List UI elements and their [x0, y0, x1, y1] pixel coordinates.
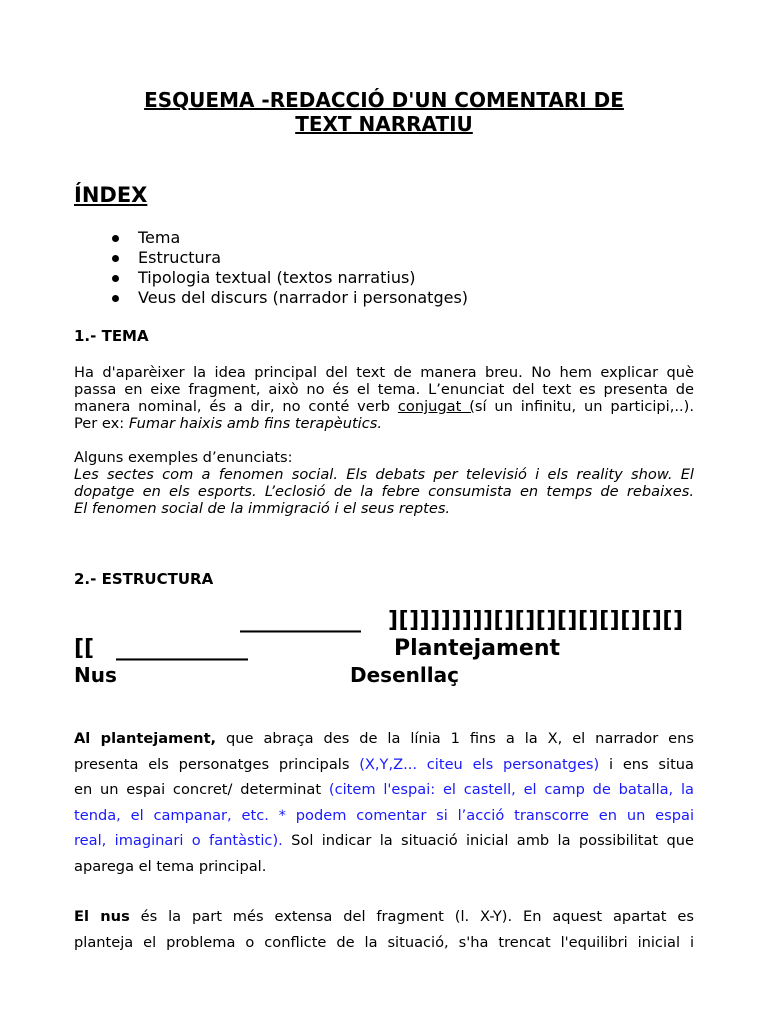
bullet-icon — [112, 255, 119, 262]
examples-label: Alguns exemples d’enunciats: — [74, 449, 293, 466]
document-title-line2: TEXT NARRATIU — [295, 112, 473, 136]
index-item: Estructura — [108, 248, 468, 268]
structure-label-nus: Nus — [74, 663, 117, 687]
structure-blank-line-2: ____________ — [116, 636, 248, 661]
section-heading-tema: 1.- TEMA — [74, 327, 149, 345]
bullet-icon — [112, 275, 119, 282]
index-item: Veus del discurs (narrador i personatges) — [108, 288, 468, 308]
index-heading: ÍNDEX — [74, 183, 148, 207]
structure-brackets: ][]]]]]]]][][][][][][][][][] — [388, 608, 684, 633]
section-heading-estructura: 2.- ESTRUCTURA — [74, 570, 214, 588]
plantejament-paragraph: Al plantejament, que abraça des de la línia 1 fins a la X, el narrador ens presenta els personatges principals (X,Y,Z... citeu els personatges) i ens situa en un espai concret/ determinat (citem l'espai: el castell, el camp de batalla, la tenda, el campanar, etc. * podem comentar si l’acció transcorre en un espai real, imaginari o fantàstic). Sol indicar la situació inicial amb la possibilitat que aparega el tema principal. — [74, 730, 695, 875]
tema-paragraph: Ha d'aparèixer la idea principal del text de manera breu. No hem explicar què passa en eixe fragment, això no és el tema. L’enunciat del text es presenta de manera nominal, és a dir, no conté verb conjugat (sí un infinitu, un participi,..). Per ex: Fumar haixis amb fins terapèutics. — [74, 364, 694, 432]
nus-paragraph: El nus és la part més extensa del fragment (l. X-Y). En aquest apartat es planteja el problema o conflicte de la situació, s'ha trencat l'equilibri inicial i — [74, 908, 694, 951]
structure-blank-line: ___________ — [240, 608, 361, 633]
tema-examples: Alguns exemples d’enunciats: Les sectes com a fenomen social. Els debats per televisió i els reality show. El dopatge en els esports. L’eclosió de la febre consumista en temps de rebaixes. El fenomen social de la immigració i el seus reptes. — [74, 449, 694, 517]
index-item: Tipologia textual (textos narratius) — [108, 268, 468, 288]
structure-label-plantejament: Plantejament — [394, 636, 561, 661]
structure-label-desenllac: Desenllaç — [350, 663, 459, 687]
index-item: Tema — [108, 228, 468, 248]
bullet-icon — [112, 295, 119, 302]
index-list — [108, 228, 468, 308]
bullet-icon — [112, 235, 119, 242]
document-title-line1: ESQUEMA -REDACCIÓ D'UN COMENTARI DE — [144, 88, 624, 112]
structure-open-brackets: [[ — [74, 636, 95, 661]
